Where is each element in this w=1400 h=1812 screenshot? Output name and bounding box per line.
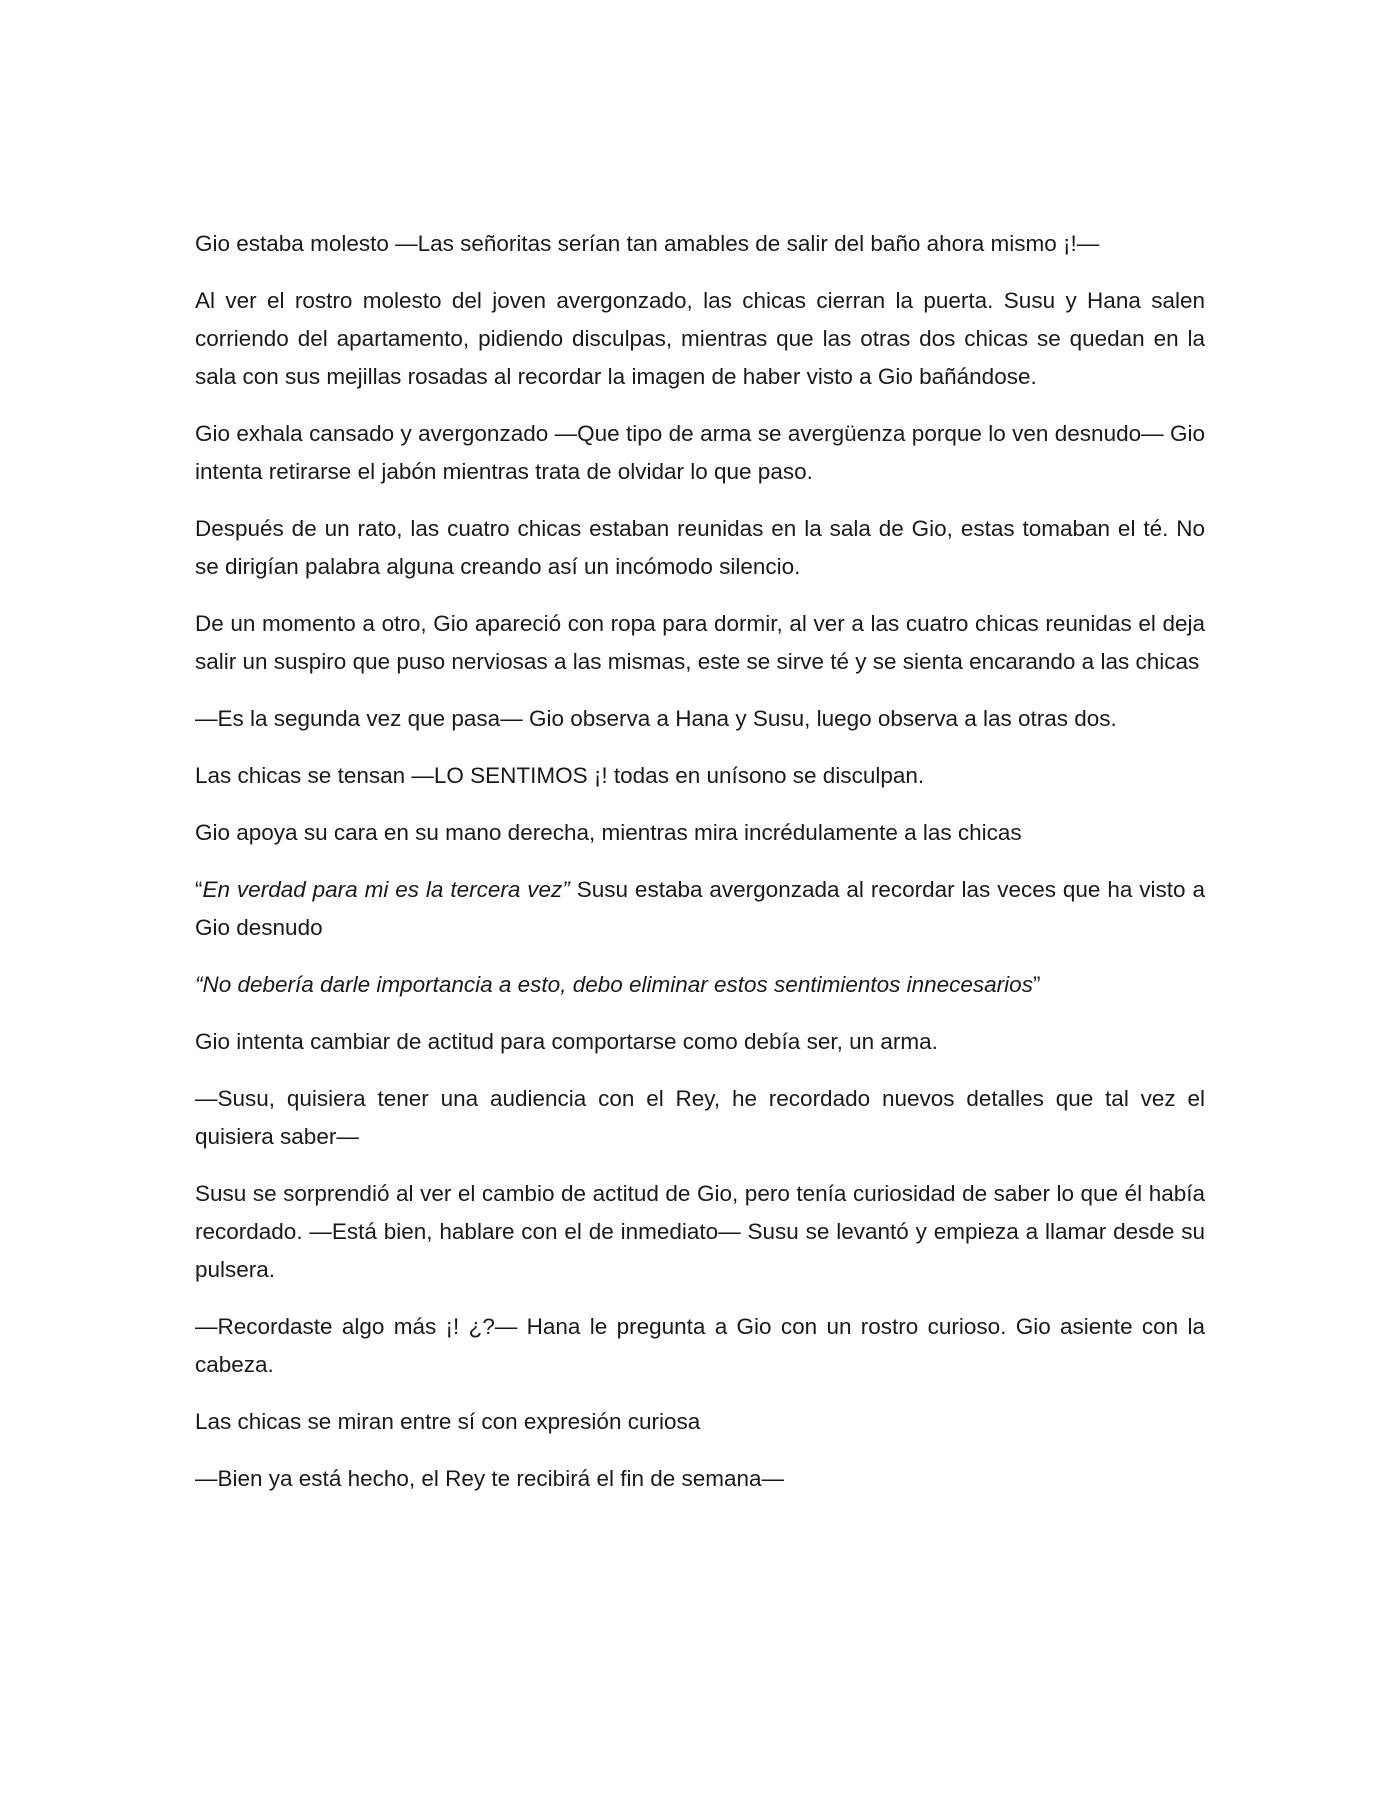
- text-segment: Gio apoya su cara en su mano derecha, mientras mira incrédulamente a las chicas: [195, 820, 1022, 845]
- italic-text-segment: “No debería darle importancia a esto, debo eliminar estos sentimientos innecesarios: [195, 972, 1033, 997]
- text-segment: Gio estaba molesto —Las señoritas serían tan amables de salir del baño ahora mismo ¡!—: [195, 231, 1100, 256]
- italic-text-segment: En verdad para mi es la tercera vez”: [202, 877, 570, 902]
- text-segment: —Bien ya está hecho, el Rey te recibirá el fin de semana—: [195, 1466, 785, 1491]
- text-segment: —Susu, quisiera tener una audiencia con el Rey, he recordado nuevos detalles que tal vez el quisiera saber—: [195, 1086, 1205, 1149]
- text-segment: Gio intenta cambiar de actitud para comportarse como debía ser, un arma.: [195, 1029, 938, 1054]
- paragraph: [195, 1403, 1205, 1441]
- paragraph: [195, 757, 1205, 795]
- paragraph: [195, 225, 1205, 263]
- paragraph: [195, 510, 1205, 586]
- paragraph: [195, 415, 1205, 491]
- text-segment: ”: [1032, 972, 1041, 997]
- text-segment: Después de un rato, las cuatro chicas estaban reunidas en la sala de Gio, estas tomaban el té. No se dirigían palabra alguna creando así un incómodo silencio.: [195, 516, 1205, 579]
- document-body: [195, 225, 1205, 1517]
- text-segment: —Es la segunda vez que pasa— Gio observa a Hana y Susu, luego observa a las otras dos.: [195, 706, 1117, 731]
- paragraph: [195, 1460, 1205, 1498]
- paragraph: [195, 814, 1205, 852]
- paragraph: [195, 282, 1205, 396]
- paragraph: [195, 1308, 1205, 1384]
- text-segment: Al ver el rostro molesto del joven avergonzado, las chicas cierran la puerta. Susu y Hana salen corriendo del apartamento, pidiendo disculpas, mientras que las otras dos chicas se quedan en la sala con sus mejillas rosadas al recordar la imagen de haber visto a Gio bañándose.: [195, 288, 1205, 389]
- text-segment: Las chicas se miran entre sí con expresión curiosa: [195, 1409, 701, 1434]
- paragraph: [195, 871, 1205, 947]
- text-segment: —Recordaste algo más ¡! ¿?— Hana le pregunta a Gio con un rostro curioso. Gio asiente con la cabeza.: [195, 1314, 1205, 1377]
- paragraph: [195, 1080, 1205, 1156]
- text-segment: Susu se sorprendió al ver el cambio de actitud de Gio, pero tenía curiosidad de saber lo que él había recordado. —Está bien, hablare con el de inmediato— Susu se levantó y empieza a llamar desde su pulsera.: [195, 1181, 1205, 1282]
- paragraph: [195, 1023, 1205, 1061]
- paragraph: [195, 605, 1205, 681]
- paragraph: [195, 700, 1205, 738]
- text-segment: Gio exhala cansado y avergonzado —Que tipo de arma se avergüenza porque lo ven desnudo— Gio intenta retirarse el jabón mientras trata de olvidar lo que paso.: [195, 421, 1205, 484]
- text-segment: Las chicas se tensan —LO SENTIMOS ¡! todas en unísono se disculpan.: [195, 763, 925, 788]
- text-segment: Susu estaba avergonzada al recordar las veces que ha visto a Gio desnudo: [195, 877, 1205, 940]
- paragraph: [195, 1175, 1205, 1289]
- paragraph: [195, 966, 1205, 1004]
- text-segment: “: [195, 877, 203, 902]
- text-segment: De un momento a otro, Gio apareció con ropa para dormir, al ver a las cuatro chicas reunidas el deja salir un suspiro que puso nerviosas a las mismas, este se sirve té y se sienta encarando a las chicas: [195, 611, 1205, 674]
